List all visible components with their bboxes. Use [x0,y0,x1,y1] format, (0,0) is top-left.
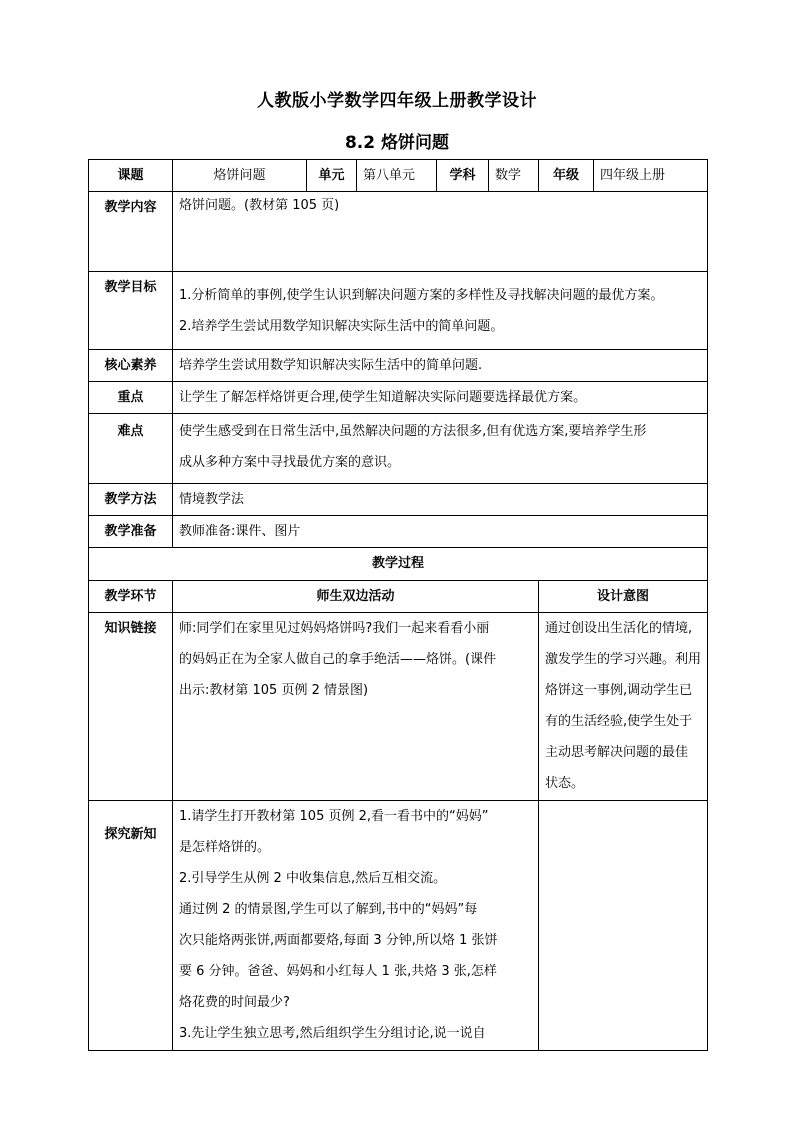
method-label: 教学方法 [89,484,173,516]
content-line: 烙饼问题。(教材第 105 页) [179,198,340,213]
goals-row [89,272,708,350]
lesson-plan-table [88,159,708,1051]
activity-line: 师:同学们在家里见过妈妈烙饼吗?我们一起来看看小丽 [179,621,490,636]
difficulty-row [89,414,708,484]
stage-knowledge-link: 知识链接 [89,613,173,801]
intent-line: 有的生活经验,使学生处于 [545,714,693,729]
content-text [173,192,708,272]
process-title-row [89,548,708,581]
keypoint-text: 让学生了解怎样烙饼更合理,使学生知道解决实际问题要选择最优方案。 [173,382,708,414]
activity-line: 3.先让学生独立思考,然后组织学生分组讨论,说一说自 [179,1026,486,1041]
unit-label: 单元 [307,160,357,192]
grade-label: 年级 [539,160,594,192]
difficulty-text [173,414,708,484]
topic-label: 课题 [89,160,173,192]
unit-value: 第八单元 [357,160,437,192]
difficulty-line: 成从多种方案中寻找最优方案的意识。 [179,455,401,470]
intent-column-header: 设计意图 [539,581,708,613]
activity-line: 要 6 分钟。爸爸、妈妈和小红每人 1 张,共烙 3 张,怎样 [179,964,497,979]
method-row [89,484,708,516]
intent-line: 激发学生的学习兴趣。利用 [545,652,702,667]
stage-explore: 探究新知 [89,801,173,1051]
activity-line: 2.引导学生从例 2 中收集信息,然后互相交流。 [179,871,447,886]
literacy-label: 核心素养 [89,350,173,382]
content-row [89,192,708,272]
process-row-knowledge [89,613,708,801]
intent-line: 烙饼这一事例,调动学生已 [545,683,693,698]
process-row-explore [89,801,708,1051]
goals-label: 教学目标 [89,272,173,350]
literacy-text: 培养学生尝试用数学知识解决实际生活中的简单问题. [173,350,708,382]
activity-explore [173,801,539,1051]
activity-line: 是怎样烙饼的。 [179,840,271,855]
difficulty-label: 难点 [89,414,173,484]
process-header-row [89,581,708,613]
activity-line: 烙花费的时间最少? [179,995,290,1010]
activity-column-header: 师生双边活动 [173,581,539,613]
lesson-subtitle: 8.2 烙饼问题 [344,133,450,153]
activity-line: 1.请学生打开教材第 105 页例 2,看一看书中的“妈妈” [179,809,489,824]
stage-column-header: 教学环节 [89,581,173,613]
grade-value: 四年级上册 [594,160,708,192]
activity-line: 通过例 2 的情景图,学生可以了解到,书中的“妈妈”每 [179,902,478,917]
keypoint-row [89,382,708,414]
intent-knowledge-link [539,613,708,801]
keypoint-label: 重点 [89,382,173,414]
difficulty-line: 使学生感受到在日常生活中,虽然解决问题的方法很多,但有优选方案,要培养学生形 [179,424,647,439]
content-label: 教学内容 [89,192,173,272]
preparation-label: 教学准备 [89,516,173,548]
subject-value: 数学 [489,160,539,192]
process-title: 教学过程 [89,548,708,581]
document-title: 人教版小学数学四年级上册教学设计 [257,91,537,111]
preparation-row [89,516,708,548]
topic-value: 烙饼问题 [173,160,307,192]
goals-text [173,272,708,350]
activity-knowledge-link [173,613,539,801]
method-text: 情境教学法 [173,484,708,516]
goal-item: 2.培养学生尝试用数学知识解决实际生活中的简单问题。 [179,318,504,334]
activity-line: 次只能烙两张饼,两面都要烙,每面 3 分钟,所以烙 1 张饼 [179,933,498,948]
activity-line: 的妈妈正在为全家人做自己的拿手绝活——烙饼。(课件 [179,652,497,667]
intent-line: 通过创设出生活化的情境, [545,621,693,636]
intent-line: 主动思考解决问题的最佳 [545,745,689,760]
intent-line: 状态。 [545,776,585,791]
intent-explore [539,801,708,1051]
preparation-text: 教师准备:课件、图片 [173,516,708,548]
literacy-row [89,350,708,382]
activity-line: 出示:教材第 105 页例 2 情景图) [179,683,369,698]
info-row [89,160,708,192]
subject-label: 学科 [437,160,489,192]
goal-item: 1.分析简单的事例,使学生认识到解决问题方案的多样性及寻找解决问题的最优方案。 [179,287,664,303]
